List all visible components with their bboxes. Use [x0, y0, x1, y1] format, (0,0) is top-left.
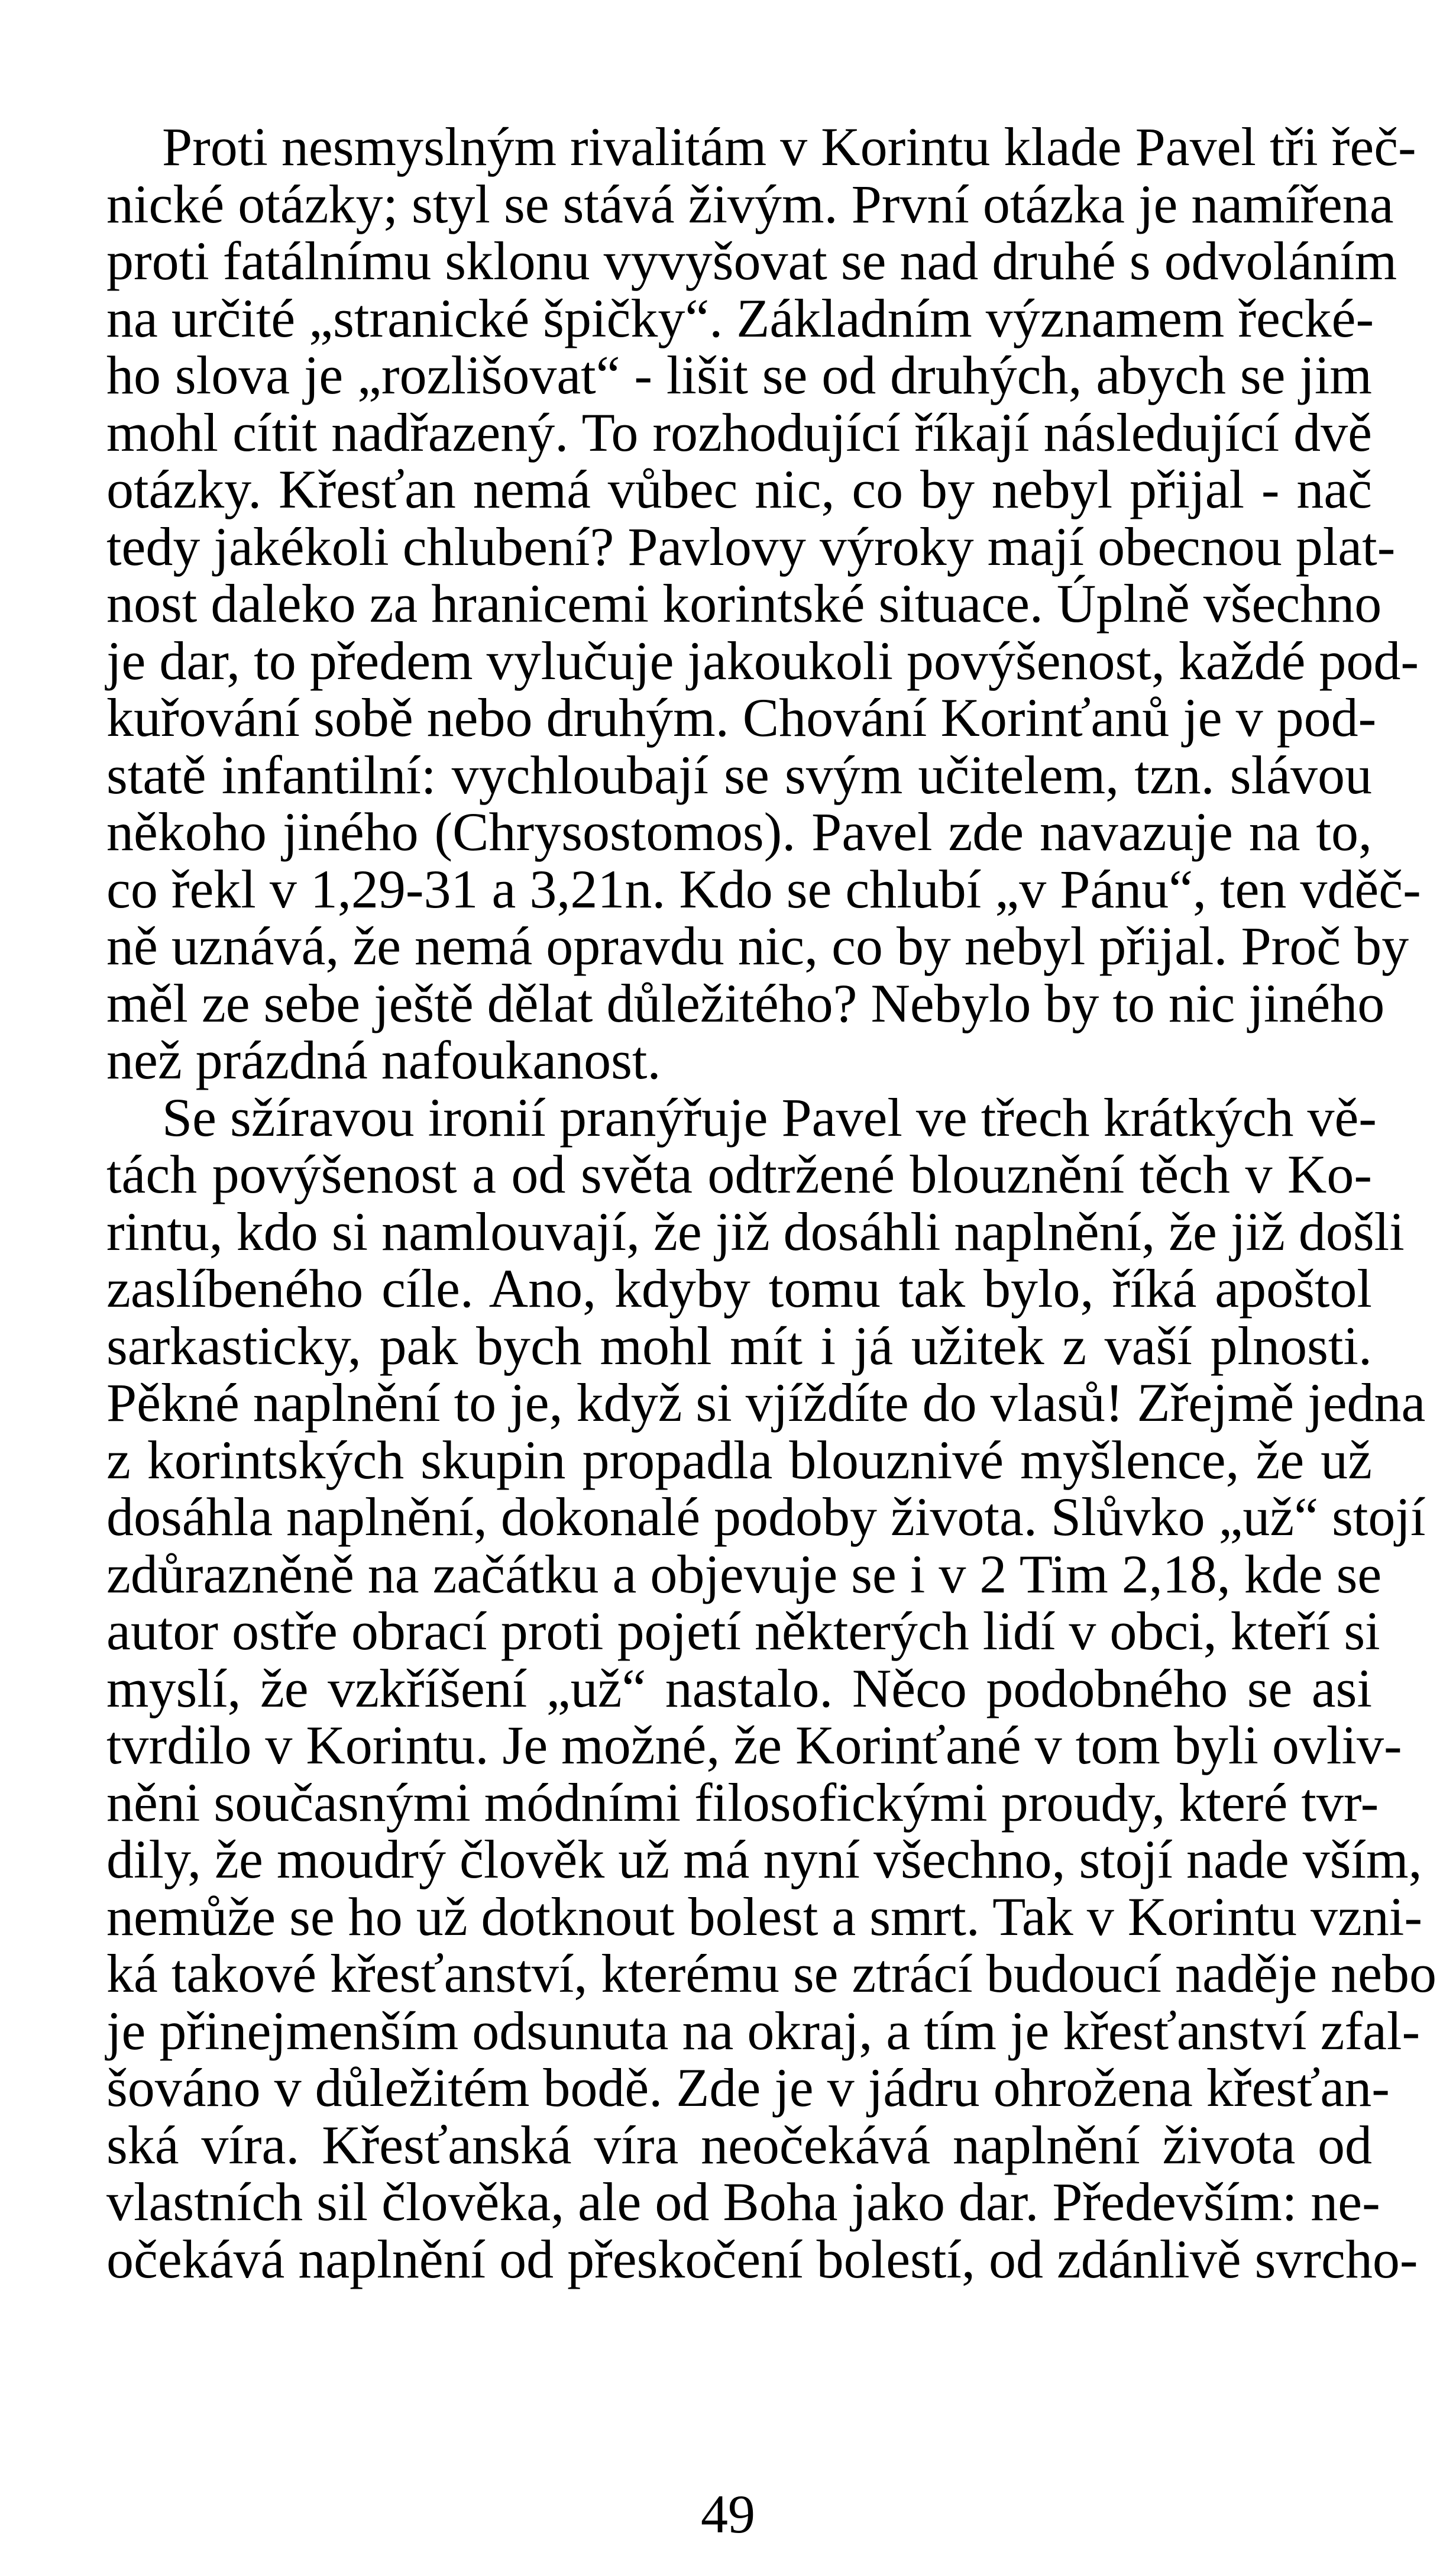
text-line: sarkasticky, pak bych mohl mít i já užitek z vaší plnosti. — [106, 1315, 1372, 1376]
text-line: mohl cítit nadřazený. To rozhodující říkají následující dvě — [106, 402, 1372, 463]
text-line: měl ze sebe ještě dělat důležitého? Nebylo by to nic jiného — [106, 973, 1385, 1033]
text-line: někoho jiného (Chrysostomos). Pavel zde navazuje na to, — [106, 802, 1372, 862]
text-line: ho slova je „rozlišovat“ - lišit se od druhých, abych se jim — [106, 345, 1372, 405]
text-line: ská víra. Křesťanská víra neočekává naplnění života od — [106, 2114, 1372, 2175]
text-line: zaslíbeného cíle. Ano, kdyby tomu tak bylo, říká apoštol — [106, 1258, 1372, 1319]
text-line: nost daleko za hranicemi korintské situace. Úplně všechno — [106, 573, 1382, 634]
text-line: nické otázky; styl se stává živým. První otázka je namířena — [106, 173, 1394, 234]
text-line: něni současnými módními filosofickými proudy, které tvr- — [106, 1772, 1379, 1833]
text-line: autor ostře obrací proti pojetí některých lidí v obci, kteří si — [106, 1601, 1380, 1661]
page-number: 49 — [701, 2484, 755, 2544]
text-line: tedy jakékoli chlubení? Pavlovy výroky mají obecnou plat- — [106, 516, 1396, 577]
text-line: očekává naplnění od přeskočení bolestí, od zdánlivě svrcho- — [106, 2228, 1418, 2289]
text-line: rintu, kdo si namlouvají, že již dosáhli naplnění, že již došli — [106, 1201, 1405, 1262]
text-line: je dar, to předem vylučuje jakoukoli povýšenost, každé pod- — [106, 630, 1419, 691]
text-line: šováno v důležitém bodě. Zde je v jádru ohrožena křesťan- — [106, 2057, 1390, 2118]
text-line: Proti nesmyslným rivalitám v Korintu klade Pavel tři řeč- — [162, 117, 1416, 177]
text-line: nemůže se ho už dotknout bolest a smrt. Tak v Korintu vzni- — [106, 1886, 1422, 1947]
text-line: zdůrazněně na začátku a objevuje se i v 2 Tim 2,18, kde se — [106, 1543, 1382, 1604]
text-line: dily, že moudrý člověk už má nyní všechno, stojí nade vším, — [106, 1829, 1422, 1889]
text-line: je přinejmenším odsunuta na okraj, a tím je křesťanství zfal- — [106, 2000, 1421, 2061]
text-line: otázky. Křesťan nemá vůbec nic, co by nebyl přijal - nač — [106, 459, 1372, 519]
text-line: Pěkné naplnění to je, když si vjíždíte do vlasů! Zřejmě jedna — [106, 1372, 1426, 1433]
text-line: ká takové křesťanství, kterému se ztrácí budoucí naděje nebo — [106, 1943, 1437, 2004]
body-text — [106, 117, 1437, 2289]
text-line: myslí, že vzkříšení „už“ nastalo. Něco podobného se asi — [106, 1658, 1372, 1718]
text-line: ně uznává, že nemá opravdu nic, co by nebyl přijal. Proč by — [106, 916, 1409, 976]
text-line: co řekl v 1,29-31 a 3,21n. Kdo se chlubí „v Pánu“, ten vděč- — [106, 858, 1421, 919]
text-line: tách povýšenost a od světa odtržené blouznění těch v Ko- — [106, 1144, 1372, 1204]
text-line: Se sžíravou ironií pranýřuje Pavel ve třech krátkých vě- — [162, 1087, 1377, 1148]
text-line: tvrdilo v Korintu. Je možné, že Korinťané v tom byli ovliv- — [106, 1715, 1402, 1775]
text-line: než prázdná nafoukanost. — [106, 1030, 661, 1090]
text-line: z korintských skupin propadla blouznivé myšlence, že už — [106, 1429, 1372, 1490]
text-line: kuřování sobě nebo druhým. Chování Korinťanů je v pod- — [106, 687, 1377, 748]
text-line: statě infantilní: vychloubají se svým učitelem, tzn. slávou — [106, 744, 1372, 805]
text-line: na určité „stranické špičky“. Základním významem řecké- — [106, 287, 1374, 348]
text-line: vlastních sil člověka, ale od Boha jako dar. Především: ne- — [106, 2172, 1380, 2232]
text-line: proti fatálnímu sklonu vyvyšovat se nad druhé s odvoláním — [106, 231, 1397, 291]
text-line: dosáhla naplnění, dokonalé podoby života. Slůvko „už“ stojí — [106, 1487, 1426, 1547]
